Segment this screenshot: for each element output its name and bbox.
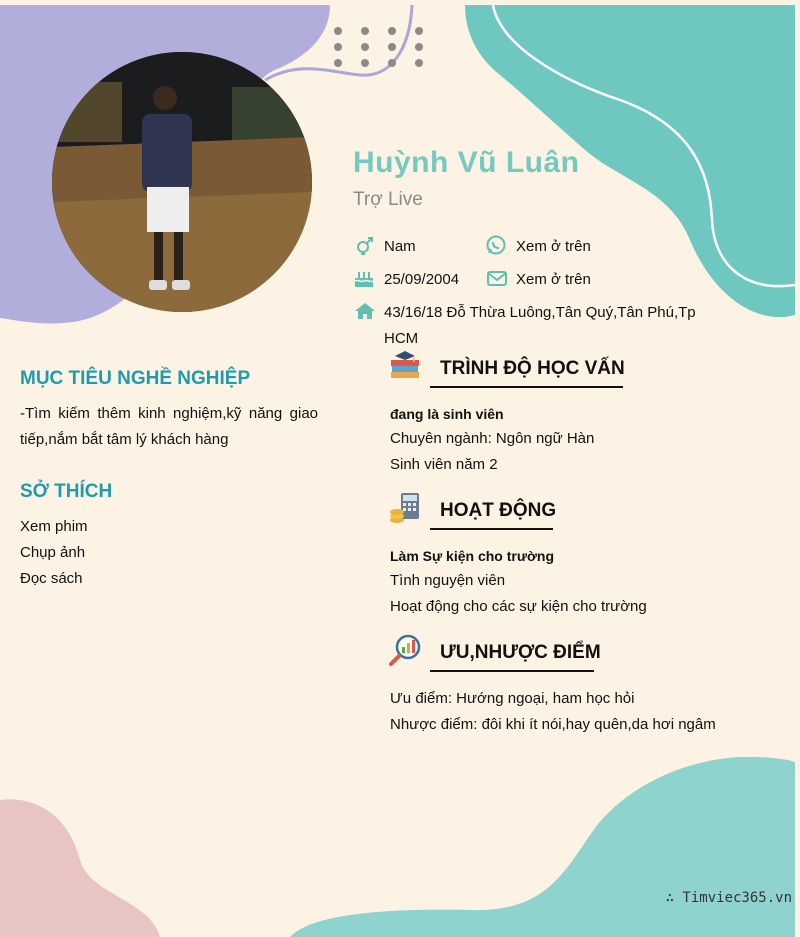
objective-title: MỤC TIÊU NGHỀ NGHIỆP — [20, 368, 251, 389]
pink-blob — [0, 799, 160, 937]
strengths-cons: Nhược điểm: đôi khi ít nói,hay quên,da hơi ngâm — [390, 716, 716, 733]
education-title: TRÌNH ĐỘ HỌC VẤN — [440, 358, 625, 379]
hobby-item: Xem phim — [20, 518, 88, 535]
magnifier-chart-icon — [389, 634, 421, 671]
phone-icon — [485, 234, 507, 261]
objective-line-1: -Tìm kiếm thêm kinh nghiệm,kỹ năng giao — [20, 405, 318, 422]
education-year: Sinh viên năm 2 — [390, 456, 498, 473]
books-graduation-icon — [389, 350, 421, 387]
gender-icon — [354, 234, 376, 261]
calculator-coins-icon — [389, 492, 421, 529]
activities-title: HOẠT ĐỘNG — [440, 500, 557, 521]
dot-grid — [334, 27, 423, 67]
activities-line-2: Hoạt động cho các sự kiện cho trường — [390, 598, 647, 615]
candidate-name: Huỳnh Vũ Luân — [353, 146, 580, 179]
avatar — [52, 52, 312, 312]
teal-bottom-blob — [290, 757, 795, 937]
footer-brand[interactable] — [666, 890, 792, 906]
activities-heading: Làm Sự kiện cho trường — [390, 548, 555, 564]
hobbies-title: SỞ THÍCH — [20, 481, 113, 502]
hobby-item: Đọc sách — [20, 570, 83, 587]
birthday-cake-icon — [353, 267, 375, 294]
address-line-2: HCM — [384, 330, 419, 347]
strengths-pros: Ưu điểm: Hướng ngoại, ham học hỏi — [390, 690, 635, 707]
activities-underline — [430, 528, 553, 530]
activities-line-1: Tình nguyện viên — [390, 572, 506, 589]
candidate-position: Trợ Live — [353, 189, 423, 210]
objective-line-2: tiếp,nắm bắt tâm lý khách hàng — [20, 431, 229, 448]
education-underline — [430, 386, 623, 388]
birthday-value: 25/09/2004 — [384, 271, 460, 288]
footer-brand-text: Timviec365.vn — [682, 890, 792, 906]
phone-value: Xem ở trên — [516, 238, 591, 255]
three-dots-icon: ∴ — [665, 890, 683, 906]
gender-value: Nam — [384, 238, 416, 255]
email-icon — [486, 267, 508, 294]
hobby-item: Chụp ảnh — [20, 544, 86, 561]
address-line-1: 43/16/18 Đỗ Thừa Luông,Tân Quý,Tân Phú,Tp — [384, 304, 696, 321]
strengths-underline — [430, 670, 594, 672]
strengths-title: ƯU,NHƯỢC ĐIỂM — [440, 642, 601, 663]
education-status: đang là sinh viên — [390, 406, 504, 422]
home-icon — [354, 300, 376, 327]
education-major: Chuyên ngành: Ngôn ngữ Hàn — [390, 430, 595, 447]
email-value: Xem ở trên — [516, 271, 591, 288]
